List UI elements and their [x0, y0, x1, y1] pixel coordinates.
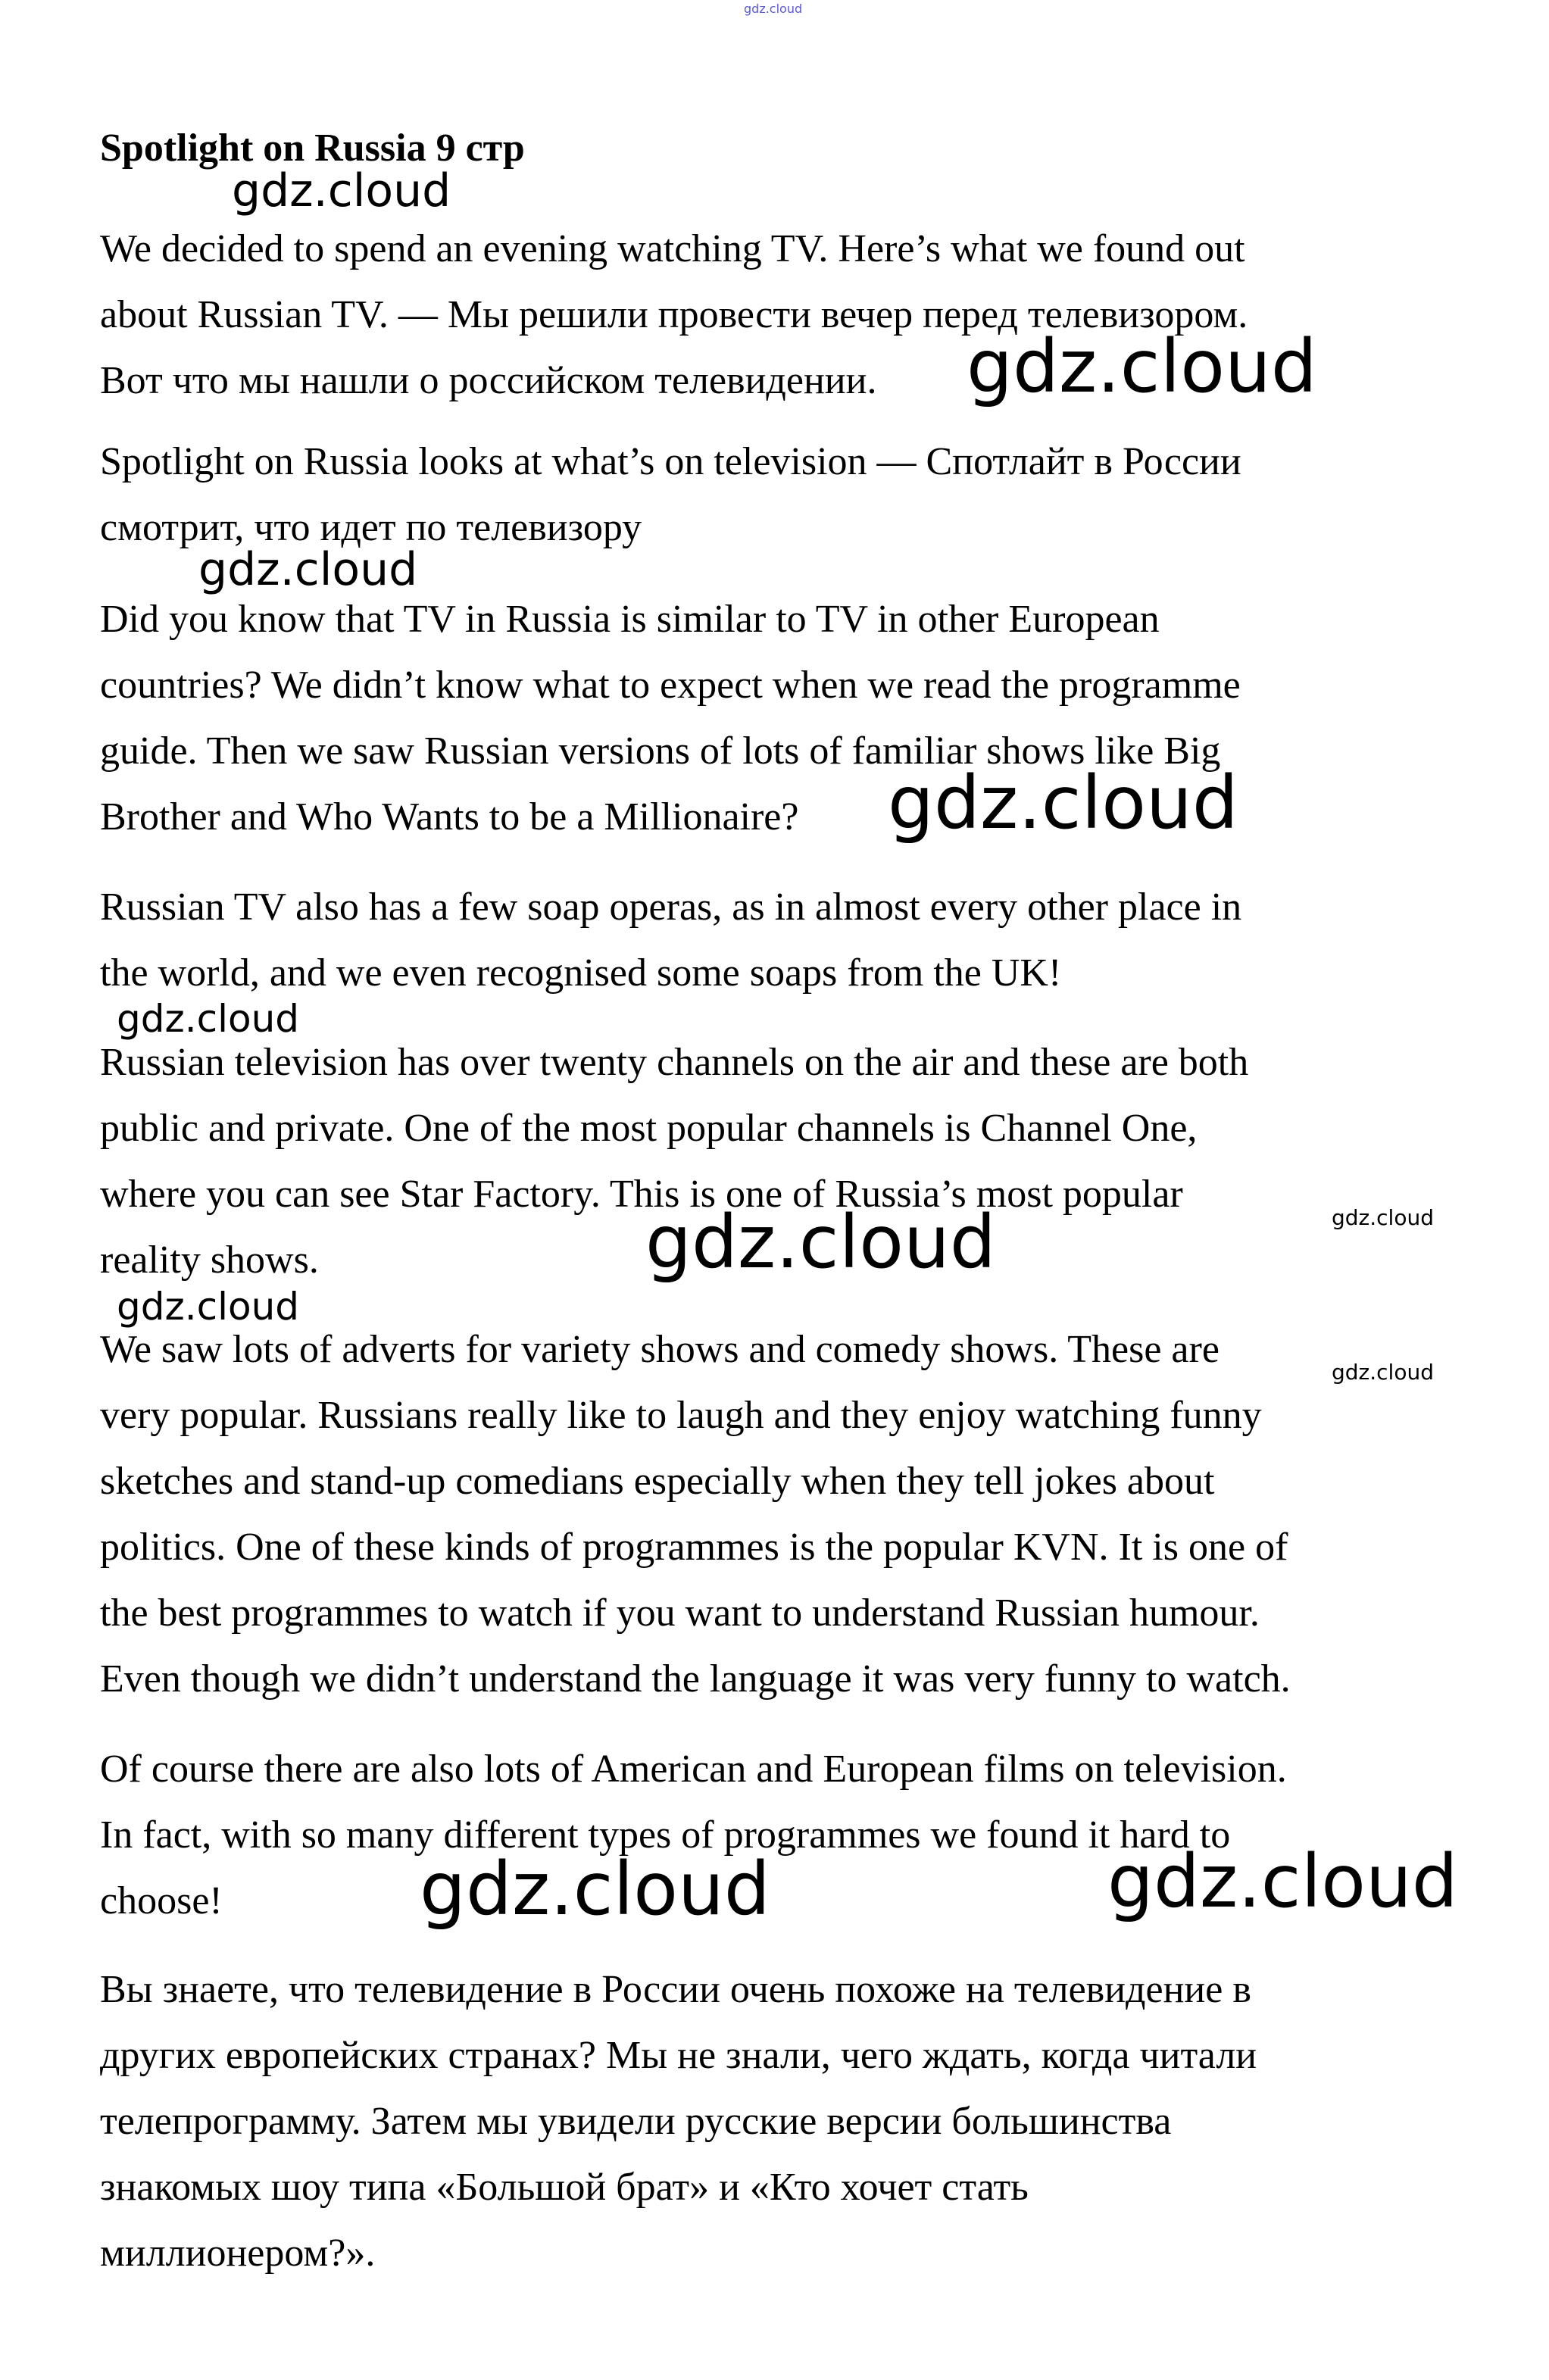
watermark: gdz.cloud	[117, 997, 300, 1041]
paragraph-line: We saw lots of adverts for variety shows and comedy shows. These are	[100, 1328, 1220, 1371]
watermark: gdz.cloud	[1332, 1360, 1434, 1385]
paragraph-line: very popular. Russians really like to laugh and they enjoy watching funny	[100, 1394, 1262, 1437]
page-title: Spotlight on Russia 9 стр	[100, 126, 525, 170]
paragraph-line: the world, and we even recognised some soaps from the UK!	[100, 951, 1062, 995]
paragraph-line: Brother and Who Wants to be a Millionaire?	[100, 795, 799, 839]
watermark: gdz.cloud	[1107, 1839, 1458, 1924]
paragraph-line: public and private. One of the most popular channels is Channel One,	[100, 1107, 1198, 1150]
paragraph-soap-operas	[100, 874, 1441, 1006]
watermark: gdz.cloud	[645, 1200, 996, 1285]
paragraph-spotlight	[100, 429, 1441, 561]
watermark: gdz.cloud	[420, 1847, 770, 1932]
paragraph-line: миллионером?».	[100, 2232, 376, 2275]
paragraph-line: Even though we didn’t understand the language it was very funny to watch.	[100, 1657, 1291, 1701]
paragraph-line: politics. One of these kinds of programmes is the popular KVN. It is one of	[100, 1526, 1288, 1569]
paragraph-line: countries? We didn’t know what to expect when we read the programme	[100, 664, 1241, 707]
watermark: gdz.cloud	[888, 761, 1238, 845]
paragraph-line: In fact, with so many different types of programmes we found it hard to	[100, 1813, 1231, 1857]
paragraph-line: знакомых шоу типа «Большой брат» и «Кто хочет стать	[100, 2166, 1029, 2209]
paragraph-line: Russian television has over twenty channels on the air and these are both	[100, 1041, 1249, 1084]
paragraph-line: guide. Then we saw Russian versions of lots of familiar shows like Big	[100, 729, 1221, 773]
paragraph-translation	[100, 1957, 1441, 2286]
header-watermark: gdz.cloud	[744, 2, 803, 16]
paragraph-line: about Russian TV. — Мы решили провести вечер перед телевизором.	[100, 293, 1248, 336]
paragraph-line: sketches and stand-up comedians especially when they tell jokes about	[100, 1460, 1215, 1503]
watermark: gdz.cloud	[232, 164, 451, 217]
paragraph-line: choose!	[100, 1879, 223, 1922]
paragraph-line: смотрит, что идет по телевизору	[100, 506, 642, 549]
paragraph-line: where you can see Star Factory. This is one of Russia’s most popular	[100, 1173, 1183, 1216]
paragraph-line: Вы знаете, что телевидение в России очень похоже на телевидение в	[100, 1968, 1251, 2011]
paragraph-line: телепрограмму. Затем мы увидели русские версии большинства	[100, 2100, 1172, 2143]
paragraph-line: Did you know that TV in Russia is similar to TV in other European	[100, 598, 1160, 641]
watermark: gdz.cloud	[1332, 1205, 1434, 1230]
paragraph-line: Вот что мы нашли о российском телевидении.	[100, 359, 877, 402]
watermark: gdz.cloud	[967, 324, 1317, 409]
paragraph-comedy	[100, 1316, 1441, 1712]
paragraph-line: Spotlight on Russia looks at what’s on television — Спотлайт в России	[100, 440, 1241, 483]
paragraph-similar-tv	[100, 586, 1441, 850]
paragraph-line: Of course there are also lots of American and European films on television.	[100, 1748, 1287, 1791]
paragraph-line: Russian TV also has a few soap operas, as in almost every other place in	[100, 885, 1242, 929]
paragraph-line: других европейских странах? Мы не знали, чего ждать, когда читали	[100, 2034, 1257, 2077]
paragraph-line: reality shows.	[100, 1238, 319, 1282]
paragraph-line: the best programmes to watch if you want to understand Russian humour.	[100, 1591, 1260, 1635]
watermark: gdz.cloud	[117, 1285, 300, 1329]
watermark: gdz.cloud	[198, 543, 418, 596]
paragraph-line: We decided to spend an evening watching TV. Here’s what we found out	[100, 227, 1245, 270]
